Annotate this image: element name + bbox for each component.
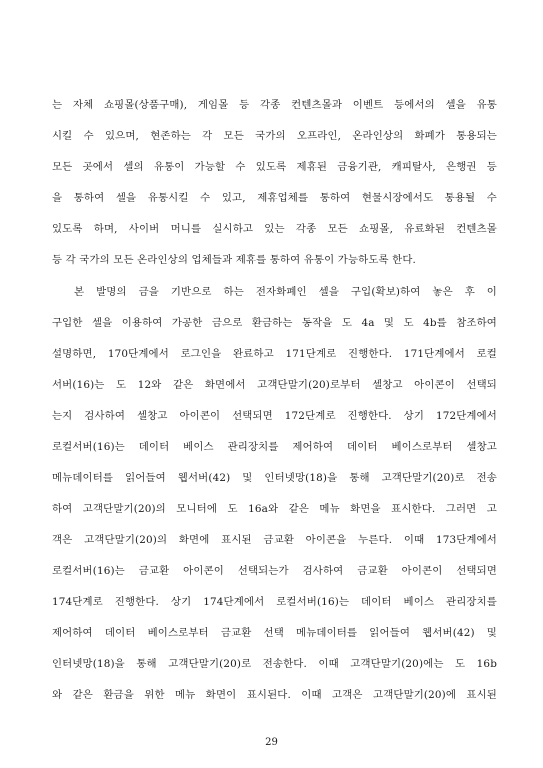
text-line: 로컬서버(16)는 금교환 아이콘이 선택되는가 검사하여 금교환 아이콘이 선택되면 <box>52 565 497 577</box>
text-line: 있도록 하며, 사이버 머니를 실시하고 있는 각종 모든 쇼핑몰, 유료화된 컨텐츠몰 <box>52 223 497 235</box>
text-line: 시킬 수 있으며, 현존하는 각 모든 국가의 오프라인, 온라인상의 화폐가 통용되는 <box>52 130 497 142</box>
text-line: 서버(16)는 도 12와 같은 화면에서 고객단말기(20)로부터 셀창고 아이콘이 선택되 <box>52 379 497 391</box>
text-line: 설명하면, 170단계에서 로그인을 완료하고 171단계로 진행한다. 171단계에서 로컬 <box>52 348 497 360</box>
text-line: 하여 고객단말기(20)의 모니터에 도 16a와 같은 메뉴 화면을 표시한다. 그러면 고 <box>52 503 497 515</box>
text-line: 모든 곳에서 셀의 유통이 가능할 수 있도록 제휴된 금융기관, 캐피탈사, 은행권 등 <box>52 161 497 173</box>
text-line: 로컬서버(16)는 데이터 베이스 관리장치를 제어하여 데이터 베이스로부터 셀창고 <box>52 441 497 453</box>
text-line: 는 자체 쇼핑몰(상품구매), 게임몰 등 각종 컨텐츠몰과 이벤트 등에서의 셀을 유통 <box>52 99 497 111</box>
text-line: 구입한 셀을 이용하여 가공한 금으로 환금하는 동작을 도 4a 및 도 4b를 참조하여 <box>52 317 497 329</box>
text-line: 는지 검사하여 셀창고 아이콘이 선택되면 172단계로 진행한다. 상기 172단계에서 <box>52 410 497 422</box>
text-line: 을 통하여 셀을 유통시킬 수 있고, 제휴업체를 통하여 현물시장에서도 통용될 수 <box>52 192 497 204</box>
page-number: 29 <box>265 737 278 748</box>
text-line: 제어하여 데이터 베이스로부터 금교환 선택 메뉴데이터를 읽어들여 웹서버(42) 및 <box>52 627 497 639</box>
text-line: 등 각 국가의 모든 온라인상의 업체들과 제휴를 통하여 유통이 가능하도록 한다. <box>52 254 416 266</box>
text-line: 인터넷망(18)을 통해 고객단말기(20)로 전송한다. 이때 고객단말기(20)에는 도 16b <box>52 658 497 670</box>
text-line: 객은 고객단말기(20)의 화면에 표시된 금교환 아이콘을 누른다. 이때 173단계에서 <box>52 534 497 546</box>
text-line: 메뉴데이터를 읽어들여 웹서버(42) 및 인터넷망(18)을 통해 고객단말기(20)로 전송 <box>52 472 497 484</box>
text-line: 본 발명의 금을 기반으로 하는 전자화폐인 셀을 구입(확보)하여 놓은 후 이 <box>74 286 497 298</box>
text-line: 174단계로 진행한다. 상기 174단계에서 로컬서버(16)는 데이터 베이스 관리장치를 <box>52 596 497 608</box>
text-line: 와 같은 환금을 위한 메뉴 화면이 표시된다. 이때 고객은 고객단말기(20)에 표시된 <box>52 689 497 701</box>
